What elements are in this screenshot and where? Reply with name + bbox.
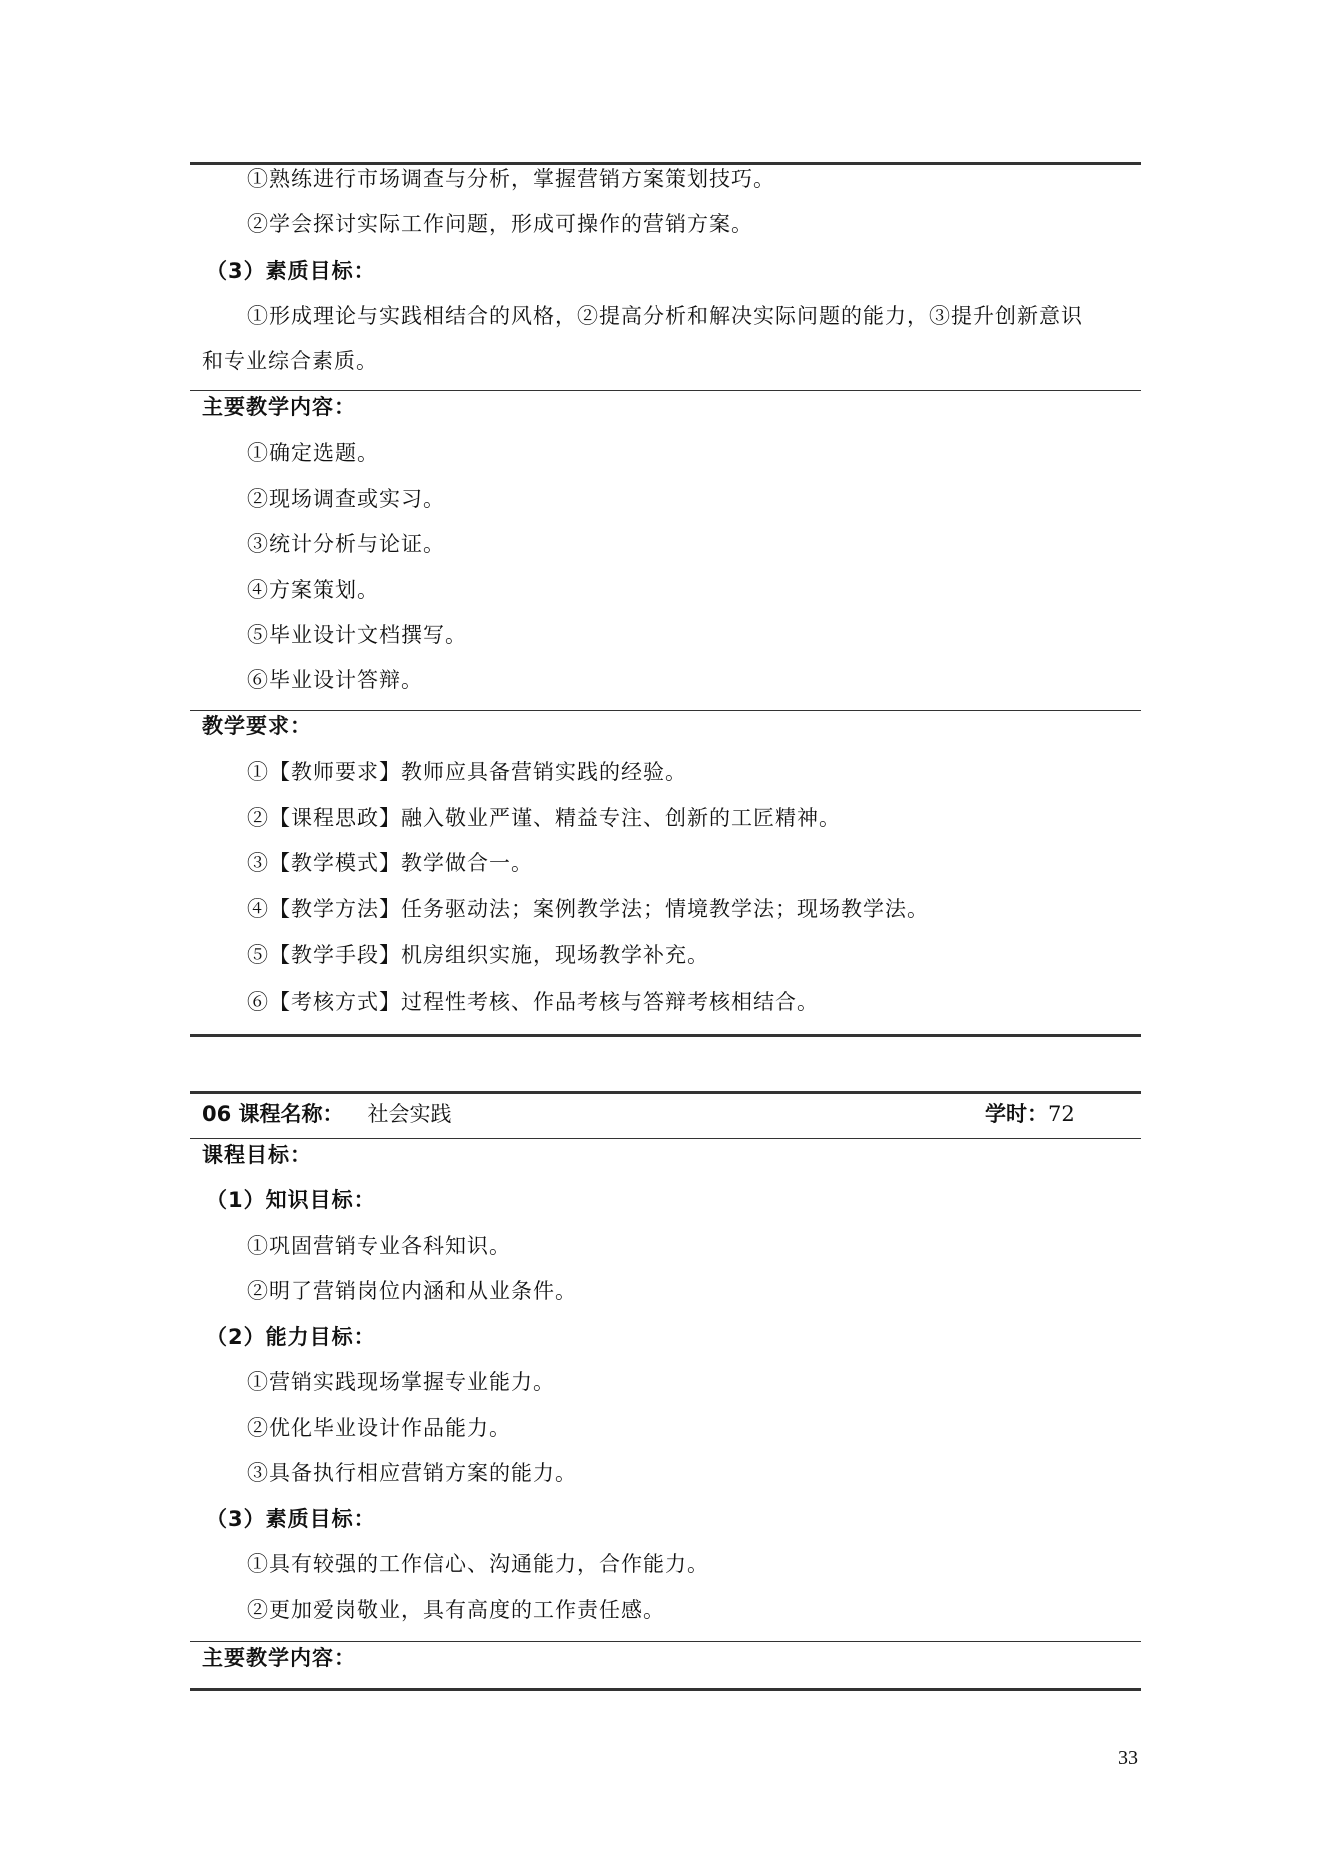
ability-item-2: ②学会探讨实际工作问题，形成可操作的营销方案。 — [247, 212, 753, 236]
quality-text-line-1: ①形成理论与实践相结合的风格，②提高分析和解决实际问题的能力，③提升创新意识 — [247, 304, 1083, 328]
quality-item-2: ②更加爱岗敬业，具有高度的工作责任感。 — [247, 1598, 665, 1622]
content-item-4: ④方案策划。 — [247, 578, 379, 602]
section-divider — [190, 1138, 1141, 1139]
content-item-3: ③统计分析与论证。 — [247, 532, 445, 556]
course-objectives-heading: 课程目标： — [202, 1143, 312, 1167]
table-bottom-border — [190, 1688, 1141, 1691]
requirement-item-2: ②【课程思政】融入敬业严谨、精益专注、创新的工匠精神。 — [247, 806, 841, 830]
content-item-6: ⑥毕业设计答辩。 — [247, 668, 423, 692]
course-header-row — [202, 1097, 1141, 1131]
content-item-2: ②现场调查或实习。 — [247, 487, 445, 511]
requirement-item-1: ①【教师要求】教师应具备营销实践的经验。 — [247, 760, 687, 784]
quality-item-1: ①具有较强的工作信心、沟通能力，合作能力。 — [247, 1552, 709, 1576]
course-name: 社会实践 — [367, 1102, 452, 1126]
ability-item-1: ①熟练进行市场调查与分析，掌握营销方案策划技巧。 — [247, 167, 775, 191]
content-item-1: ①确定选题。 — [247, 441, 379, 465]
ability-item-1: ①营销实践现场掌握专业能力。 — [247, 1370, 555, 1394]
table-top-border — [190, 1091, 1141, 1094]
knowledge-item-2: ②明了营销岗位内涵和从业条件。 — [247, 1279, 577, 1303]
course06-content-heading: 主要教学内容： — [202, 1646, 356, 1670]
quality-heading: （3）素质目标： — [206, 259, 376, 283]
quality-heading: （3）素质目标： — [206, 1507, 376, 1531]
requirement-item-4: ④【教学方法】任务驱动法；案例教学法；情境教学法；现场教学法。 — [247, 897, 929, 921]
quality-text-line-2: 和专业综合素质。 — [202, 349, 378, 373]
content-item-5: ⑤毕业设计文档撰写。 — [247, 623, 467, 647]
section-divider — [190, 390, 1141, 391]
main-content-heading: 主要教学内容： — [202, 395, 356, 419]
ability-item-2: ②优化毕业设计作品能力。 — [247, 1416, 511, 1440]
requirement-item-3: ③【教学模式】教学做合一。 — [247, 851, 533, 875]
table-bottom-border — [190, 1034, 1141, 1037]
knowledge-heading: （1）知识目标： — [206, 1188, 376, 1212]
course-name-label: 06 课程名称： — [202, 1102, 344, 1126]
page-number: 33 — [1118, 1747, 1138, 1769]
ability-heading: （2）能力目标： — [206, 1325, 376, 1349]
teaching-requirements-heading: 教学要求： — [202, 714, 312, 738]
ability-item-3: ③具备执行相应营销方案的能力。 — [247, 1461, 577, 1485]
hours-label: 学时： — [985, 1102, 1048, 1126]
knowledge-item-1: ①巩固营销专业各科知识。 — [247, 1234, 511, 1258]
section-divider — [190, 1641, 1141, 1642]
hours-value: 72 — [1048, 1102, 1075, 1126]
requirement-item-6: ⑥【考核方式】过程性考核、作品考核与答辩考核相结合。 — [247, 990, 819, 1014]
requirement-item-5: ⑤【教学手段】机房组织实施，现场教学补充。 — [247, 943, 709, 967]
course-hours — [985, 1097, 1075, 1131]
